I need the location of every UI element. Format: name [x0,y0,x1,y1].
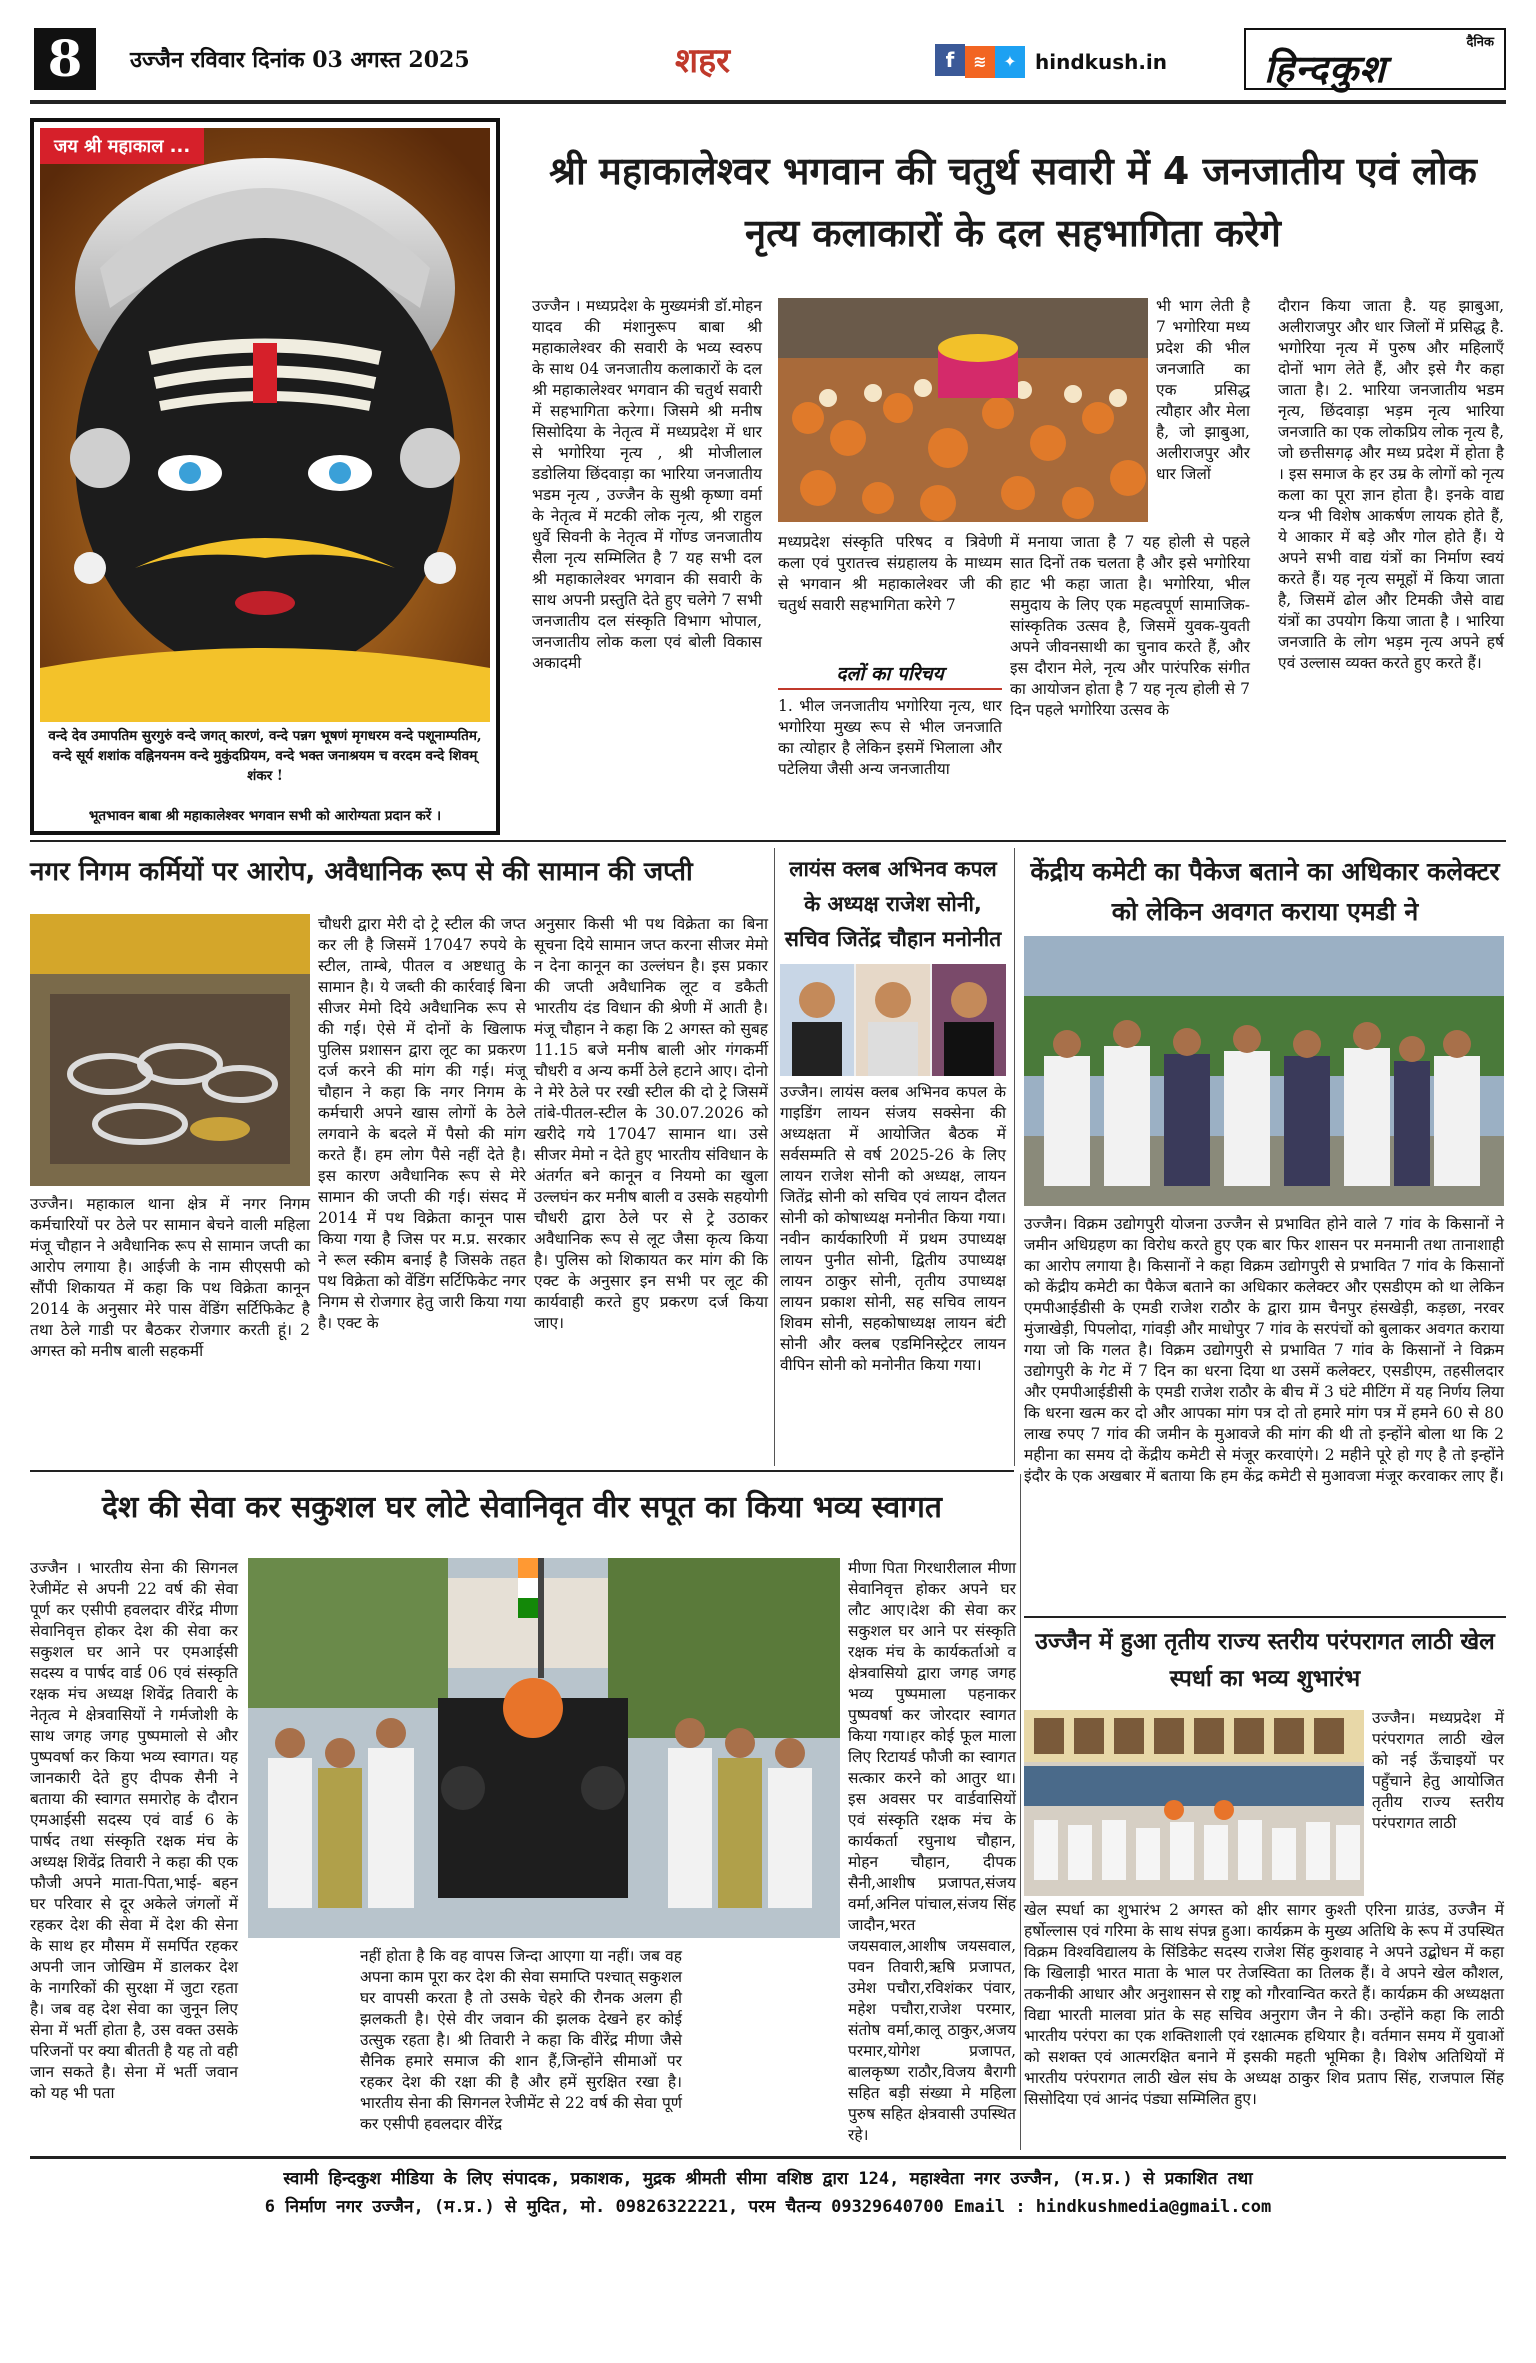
lathi-side: उज्जैन। मध्यप्रदेश में परंपरागत लाठी खेल को नई ऊँचाइयों पर पहुँचाने हेतु आयोजित तृतीय राज्य स्तरीय परंपरागत लाठी [1372,1709,1504,1832]
lathi-body: खेल स्पर्धा का शुभारंभ 2 अगस्त को क्षीर सागर कुश्ती एरिना ग्राउंड, उज्जैन में हर्षोल्लास एवं गरिमा के साथ संपन्न हुआ। कार्यक्रम के मुख्य अतिथि के रूप में उपस्थित विक्रम विश्वविद्यालय के सिंडिकेट सदस्य राजेश सिंह कुशवाह ने अपने उद्बोधन में कहा कि खिलाड़ी भारत माता के भाल पर तेजस्विता का तिलक हैं। वे अपने खेल कौशल, तकनीकी आधार और अनुशासन से राष्ट्र को गौरवान्वित करते हैं। कार्यक्रम की अध्यक्षता विद्या भारती मालवा प्रांत के सह सचिव अनुराग जैन ने की। उन्होंने कहा कि लाठी भारतीय परंपरा का एक शक्तिशाली एवं रक्षात्मक हथियार है। वर्तमान समय में युवाओं को सशक्त एवं आत्मरक्षित बनाने में इसकी महती भूमिका है। विशेष अतिथियों में भारतीय परंपरागत लाठी खेल संघ के अध्यक्ष ठाकुर शिव प्रताप सिंह, राजपाल सिंह सिसोदिया एवं आनंद पंड्या सम्मिलित हुए। [1024,1901,1504,2108]
lathi-headline: उज्जैन में हुआ तृतीय राज्य स्तरीय परंपरागत लाठी खेल स्पर्धा का भव्य शुभारंभ [1035,1629,1495,1692]
social-links [935,44,1025,78]
divider-1 [30,840,1506,842]
lead-subhead: दलों का परिचय [778,660,1002,690]
mahakal-tag: जय श्री महाकाल ... [40,128,204,164]
mahakal-box [30,118,500,835]
veer-col1: उज्जैन । भारतीय सेना की सिगनल रेजीमेंट से अपनी 22 वर्ष की सेवा पूर्ण कर एसीपी हवलदार वीरेंद्र मीणा सेवानिवृत्त होकर देश की सेवा कर सकुशल घर आने पर एमआईसी सदस्य व पार्षद वार्ड 06 एवं संस्कृति रक्षक मंच अध्यक्ष शिवेंद्र तिवारी के नेतृत्व मे क्षेत्रवासियों ने गर्मजोशी के साथ जगह जगह पुष्पमालो से और पुष्पवर्षा कर किया भव्य स्वागत। यह जानकारी देते हुए दीपक सैनी ने बताया की स्वागत समारोह के दौरान एमआईसी सदस्य एवं वार्ड 6 के पार्षद तथा संस्कृति रक्षक मंच के अध्यक्ष शिवेंद्र तिवारी ने कहा की एक फौजी अपने माता-पिता,भाई- बहन घर परिवार से दूर अकेले जंगलों में रहकर देश की सेवा में देश की सेना के साथ हर मौसम में समर्पित रहकर अपनी जान जोखिम में डालकर देश के नागरिकों की सुरक्षा में जुटा रहता है। जब वह देश सेवा का जुनून लिए सेना में भर्ती होता है, उस वक्त उसके परिजनों पर क्या बीतती है यह तो वही जान सकते है। सेना में भर्ती जवान को यह भी पता [30,1559,238,2102]
masthead-rule [30,100,1506,104]
nagar-col3: अनुसार किसी भी पथ विक्रेता का बिना सूचना दिये सामान जप्त करना सीजर मेमो न देना कानून का उल्लंघन है। इस प्रकार की जप्ती अवैधानिक लूट व डकैती भारतीय दंड विधान की श्रेणी में आती है। मंजू चौहान ने कहा कि 2 अगस्त को सुबह 11.15 बजे मनीष बाली ओर गंगकर्मी चौधरी व अन्य कर्मी ठेले हटाने आए। दोनो ने मेरे ठेले पर रखी स्टील की दो ट्रे जिसमें तांबे-पीतल-स्टील के 30.07.2026 को खरीदे गये 17047 सामान था। उसे सीजर मेमो न देते हुए भारतीय संविधान के अंतर्गत बने कानून व नियमो का खुला उल्लघंन कर मनीष बाली व उसके सहयोगी चौधरी द्वारा ठेले पर से ट्रे उठाकर अवैधानिक रूप से लूट जैसा कृत्य किया है। पुलिस को शिकायत कर मांग की कि एक्ट के अनुसार इन सभी पर लूट की कार्यवाही करते हुए प्रकरण दर्ज किया जाए। [534,915,768,1332]
committee-photo [1024,936,1504,1206]
lead-col2: मध्यप्रदेश संस्कृति परिषद व त्रिवेणी कला एवं पुरातत्त्व संग्रहालय के माध्यम से भगवान श्री महाकालेश्वर जी की चतुर्थ सवारी सहभागिता करेगे 7 [778,533,1002,614]
lions-photo [780,964,1006,1076]
committee-headline: केंद्रीय कमेटी का पैकेज बताने का अधिकार कलेक्टर को लेकिन अवगत कराया एमडी ने [1030,857,1500,926]
mahakal-caption: वन्दे देव उमापतिम सुरगुरुं वन्दे जगत् कारणं, वन्दे पन्नग भूषणं मृगधरम वन्दे पशूनाम्पतिम, वन्दे सूर्य शशांक वह्निनयनम वन्दे मुकुंदप्रियम, वन्दे भक्त जनाश्रयम च वरदम वन्दे शिवम् शंकर ! [48,728,482,784]
veer-headline: देश की सेवा कर सकुशल घर लोटे सेवानिवृत वीर सपूत का किया भव्य स्वागत [102,1490,942,1525]
facebook-icon[interactable]: f [935,44,965,76]
lions-body: उज्जैन। लायंस क्लब अभिनव कपल के गाइडिंग लायन संजय सक्सेना की अध्यक्षता में आयोजित बैठक में सर्वसम्मति से वर्ष 2025-26 के लिए लायन राजेश सोनी को अध्यक्ष, लायन जितेंद्र सोनी को सचिव एवं लायन दौलत सोनी को कोषाध्यक्ष मनोनीत किया गया। नवीन कार्यकारिणी में प्रथम उपाध्यक्ष लायन पुनीत सोनी, द्वितीय उपाध्यक्ष लायन ठाकुर सोनी, तृतीय उपाध्यक्ष लायन प्रकाश सोनी, सह सचिव लायन शिवम सोनी, सहकोषाध्यक्ष लायन बंटी सोनी और क्लब एडमिनिस्ट्रेटर लायन वीपिन सोनी को मनोनीत किया गया। [780,1083,1006,1374]
masthead [30,26,1506,98]
lathi-photo [1024,1710,1364,1896]
farmers-group-photo [1024,936,1504,1206]
sawari-crowd-photo [778,298,1148,522]
lead-col1: उज्जैन । मध्यप्रदेश के मुख्यमंत्री डॉ.मोहन यादव की मंशानुरूप बाबा श्री महाकालेश्वर की सवारी के भव्य स्वरुप के साथ 04 जनजातीय कलाकारों के दल श्री महाकालेश्वर भगवान की चतुर्थ सवारी में सहभागिता करेगा। जिसमे श्री मनीष सिसोदिया के नेतृत्व में मध्यप्रदेश में धार से भगोरिया नृत्य , श्री मोजीलाल डडोलिया छिंदवाड़ा का भारिया जनजातीय भडम नृत्य , उज्जैन के सुश्री कृष्णा वर्मा के नेतृत्व में मटकी लोक नृत्य, श्री राहुल धुर्वे सिवनी के नेतृत्व में गोंण्ड जनजातीय सैला नृत्य सम्मिलित है 7 यह सभी दल श्री महाकालेश्वर भगवान की सवारी के साथ अपनी प्रस्तुति देते हुए चलेगे 7 सभी जनजातीय दल संस्कृति विभाग भोपाल, जनजातीय लोक कला एवं बोली विकास अकादमी [532,297,762,672]
mahakal-image [40,128,490,722]
veer-col3: मीणा पिता गिरधारीलाल मीणा सेवानिवृत्त होकर अपने घर लौट आए।देश की सेवा कर सकुशल घर आने पर संस्कृति रक्षक मंच के कार्यकर्ताओ व क्षेत्रवासियो द्वारा जगह जगह भव्य पुष्पमाला पहनाकर पुष्पवर्षा कर जोरदार स्वागत किया गया।हर कोई फूल माला लिए रिटायर्ड फौजी का स्वागत सत्कार करने को आतुर था।इस अवसर पर वार्डवासियों एवं संस्कृति रक्षक मंच के कार्यकर्ता रघुनाथ चौहान, मोहन चौहान, दीपक सैनी,आशीष प्रजापत,संजय वर्मा,अनिल पांचाल,संजय सिंह जादौन,भरत जयसवाल,आशीष जयसवाल, पवन तिवारी,ऋषि प्रजापत, उमेश पचौरा,रविशंकर पंवार, महेश पचौरा,राजेश परमार, संतोष वर्मा,कालू ठाकुर,अजय परमार,योगेश प्रजापत, बालकृष्ण राठौर,विजय बैरागी सहित बड़ी संख्या मे महिला पुरुष सहित क्षेत्रवासी उपस्थित रहे। [848,1559,1016,2144]
page-number: 8 [34,28,96,90]
lead-col4: दौरान किया जाता है. यह झाबुआ, अलीराजपुर और धार जिलों में प्रसिद्ध है. भगोरिया नृत्य में पुरुष और महिलाएँ दोनों भाग लेते हैं, और इसे गैर कहा जाता है। 2. भारिया जनजातीय भडम नृत्य, छिंदवाड़ा भड़म नृत्य भारिया जनजाति का एक लोकप्रिय लोक नृत्य है, जो छत्तीसगढ़ और मध्य प्रदेश में होता है । इस समाज के हर उम्र के लोगों को नृत्य कला का पूरा ज्ञान होता है। इनके वाद्य यन्त्र भी विशेष आकर्षण लायक होते हैं, ये आकार में बड़े और गोल होते हैं। ये अपने सभी वाद्य यंत्रों का निर्माण स्वयं करते हैं। यह नृत्य समूहों में किया जाता है, जिसमें ढोल और टिमकी जैसे वाद्य यंत्रों का उपयोग किया जाता है । भारिया जनजाति के लोग भड़म नृत्य अपने हर्ष एवं उल्लास व्यक्त करते हुए करते हैं। [1278,297,1504,672]
imprint-line1: स्वामी हिन्दकुश मीडिया के लिए संपादक, प्रकाशक, मुद्रक श्रीमती सीमा वशिष्ठ द्वारा 124, महाश्वेता नगर उज्जैन, (म.प्र.) से प्रकाशित तथा [283,2169,1253,2189]
brand-name: हिन्दकुश [1264,47,1386,91]
nagar-headline: नगर निगम कर्मियों पर आरोप, अवैधानिक रूप से की सामान की जप्ती [30,857,693,887]
nagar-photo [30,914,310,1186]
lead-photo [778,298,1148,522]
website-link[interactable]: hindkush.in [1035,50,1168,74]
lead-col2b: 1. भील जनजातीय भगोरिया नृत्य, धार भगोरिया मुख्य रूप से भील जनजाति का त्योहार है लेकिन इसमें भिलाला और पटेलिया जैसी अन्य जनजातीया [778,697,1002,778]
rss-icon[interactable]: ≋ [965,46,995,78]
divider-5 [1020,1474,1021,2150]
committee-body: उज्जैन। विक्रम उद्योगपुरी योजना उज्जैन से प्रभावित होने वाले 7 गांव के किसानों ने जमीन अधिग्रहण का विरोध करते हुए एक बार फिर शासन पर मनमानी तथा तानाशाही का आरोप लगाया है। किसानों ने कहा विक्रम उद्योगपुरी से प्रभावित 7 गांव के किसानों को केंद्रीय कमेटी का पैकेज बताने का अधिकार कलेक्टर और एसडीएम को था लेकिन एमपीआईडीसी के एमडी राजेश राठौर के द्वारा ग्राम चैनपुर हंसखेड़ी, कड़छा, नरवर मुंजाखेड़ी, पिपलोदा, गांवड़ी और माधोपुर 7 गांव के सरपंचों को बुलाकर अवगत कराया गया जो कि गलत है। विक्रम उद्योगपुरी से प्रभावित 7 गांव के किसानों ने विक्रम उद्योगपुरी के गेट में 7 दिन का धरना दिया था उसमें कलेक्टर, एसडीएम, तहसीलदार और एमपीआईडीसी के एमडी राजेश राठौर के बीच में 3 घंटे मीटिंग में यह निर्णय लिया कि धरना खत्म कर दो और आपका मांग पत्र दो तो हमारे मांग पत्र में हमने 60 से 80 लाख रुपए 7 गांव की जमीन के मुआवजे की मांग की थी तो इन्होंने बोला था कि 2 महीना का समय दो केंद्रीय कमेटी से मंजूर करवाएंगे। 2 महीने पूरे हो गए है तो इन्होंने इंदौर के एक अखबार में बताया कि हम केंद्र कमेटी से मुआवजा मंजूर करवाकर लाए हैं। [1024,1215,1504,1485]
mahakal-blessing: भूतभावन बाबा श्री महाकालेश्वर भगवान सभी को आरोग्यता प्रदान करें । [88,808,442,824]
dateline: उज्जैन रविवार दिनांक 03 अगस्त 2025 [130,47,470,73]
nagar-col1: उज्जैन। महाकाल थाना क्षेत्र में नगर निगम कर्मचारियों पर ठेले पर सामान बेचने वाली महिला मंजू चौहान ने अवैधानिक रूप से सामान जप्ती का आरोप लगाया है। आईजी के नाम सीएसपी को सौंपी शिकायत में कहा कि पथ विक्रेता कानून 2014 के अनुसार मेरे पास वेंडिंग सर्टिफिकेट है तथा ठेले गाडी पर बैठकर रोजगार करती हूं। 2 अगस्त को मनीष बाली सहकर्मी [30,1195,310,1360]
imprint-line2: 6 निर्माण नगर उज्जैन, (म.प्र.) से मुदित, मो. 09826322221, परम चैतन्य 09329640700 Email : hindkushmedia@gmail.com [264,2197,1272,2217]
lead-col3b: में मनाया जाता है 7 यह होली से पहले सात दिनों तक चलता है और इसे भगोरिया हाट भी कहा जाता है। भगोरिया, भील समुदाय के लिए एक महत्वपूर्ण सामाजिक-सांस्कृतिक उत्सव है, जिसमें युवक-युवती अपने जीवनसाथी का चुनाव करते हैं, और इस दौरान मेले, नृत्य और पारंपरिक संगीत का आयोजन होता है 7 यह नृत्य होली से 7 दिन पहले भगोरिया उत्सव के [1010,533,1250,719]
lions-portraits [780,964,1006,1076]
veer-col3b [690,1946,1016,2146]
divider-4 [30,1470,1014,1472]
brand-small: दैनिक [1466,35,1494,50]
lead-headline: श्री महाकालेश्वर भगवान की चतुर्थ सवारी में 4 जनजातीय एवं लोक नृत्य कलाकारों के दल सहभागिता करेगे [549,149,1477,255]
section-title: शहर [675,41,731,81]
divider-2 [774,848,775,1466]
welcome-procession-photo [248,1558,840,1938]
divider-3 [1014,848,1015,1466]
imprint-rule [30,2156,1506,2159]
lathi-event-photo [1024,1710,1364,1896]
nagar-col2: चौधरी द्वारा मेरी दो ट्रे स्टील की जप्त कर ली है जिसमें 17047 रुपये के स्टील, ताम्बे, पीतल व अष्टधातु के सामान है। ये जब्ती की कार्रवाई बिना सीजर मेमो दिये अवैधानिक रूप से की गई। ऐसे में दोनों के खिलाफ पुलिस प्रशासन द्वारा लूट का प्रकरण दर्ज करने की मांग की गई। मंजू चौहान ने कहा कि नगर निगम के कर्मचारी अपने खास लोगों के ठेले लगवाने के बदले में पैसो की मांग करते हैं। हम लोग पैसे नहीं देते है। इस कारण अवैधानिक रूप से मेरे सामान की जप्ती की गई। संसद में 2014 में पथ विक्रेता कानून पास किया गया है जिस पर म.प्र. सरकार ने रूल स्कीम बनाई है जिसके तहत पथ विक्रेता को वेंडिंग सर्टिफिकेट नगर निगम से रोजगार हेतु जारी किया गया है। एक्ट के [318,915,526,1332]
steel-utensils-photo [30,914,310,1186]
divider-6 [1024,1616,1506,1618]
veer-photo [248,1558,840,1938]
lead-col3a: भी भाग लेती है 7 भगोरिया मध्य प्रदेश की भील जनजाति का एक प्रसिद्ध त्यौहार और मेला है, जो झाबुआ, अलीराजपुर और धार जिलों [1156,297,1250,483]
brand-logo [1244,28,1506,90]
mahakal-illustration [40,128,490,722]
lions-headline: लायंस क्लब अभिनव कपल के अध्यक्ष राजेश सोनी, सचिव जितेंद्र चौहान मनोनीत [784,857,1002,951]
twitter-icon[interactable]: ✦ [995,46,1025,78]
veer-col2: नहीं होता है कि वह वापस जिन्दा आएगा या नहीं। जब वह अपना काम पूरा कर देश की सेवा समाप्ति पश्चात् सकुशल घर वापसी करता है तो उसके चेहरे की रौनक अलग ही झलकती है। ऐसे वीर जवान की झलक देखने हर कोई उत्सुक रहता है। श्री तिवारी ने कहा कि वीरेंद्र मीणा जैसे सैनिक हमारे समाज की शान हैं,जिन्होंने सीमाओं पर रहकर देश की रक्षा की है और हमें सुरक्षित रखा है।भारतीय सेना की सिगनल रेजीमेंट से 22 वर्ष की सेवा पूर्ण कर एसीपी हवलदार वीरेंद्र [360,1947,682,2133]
